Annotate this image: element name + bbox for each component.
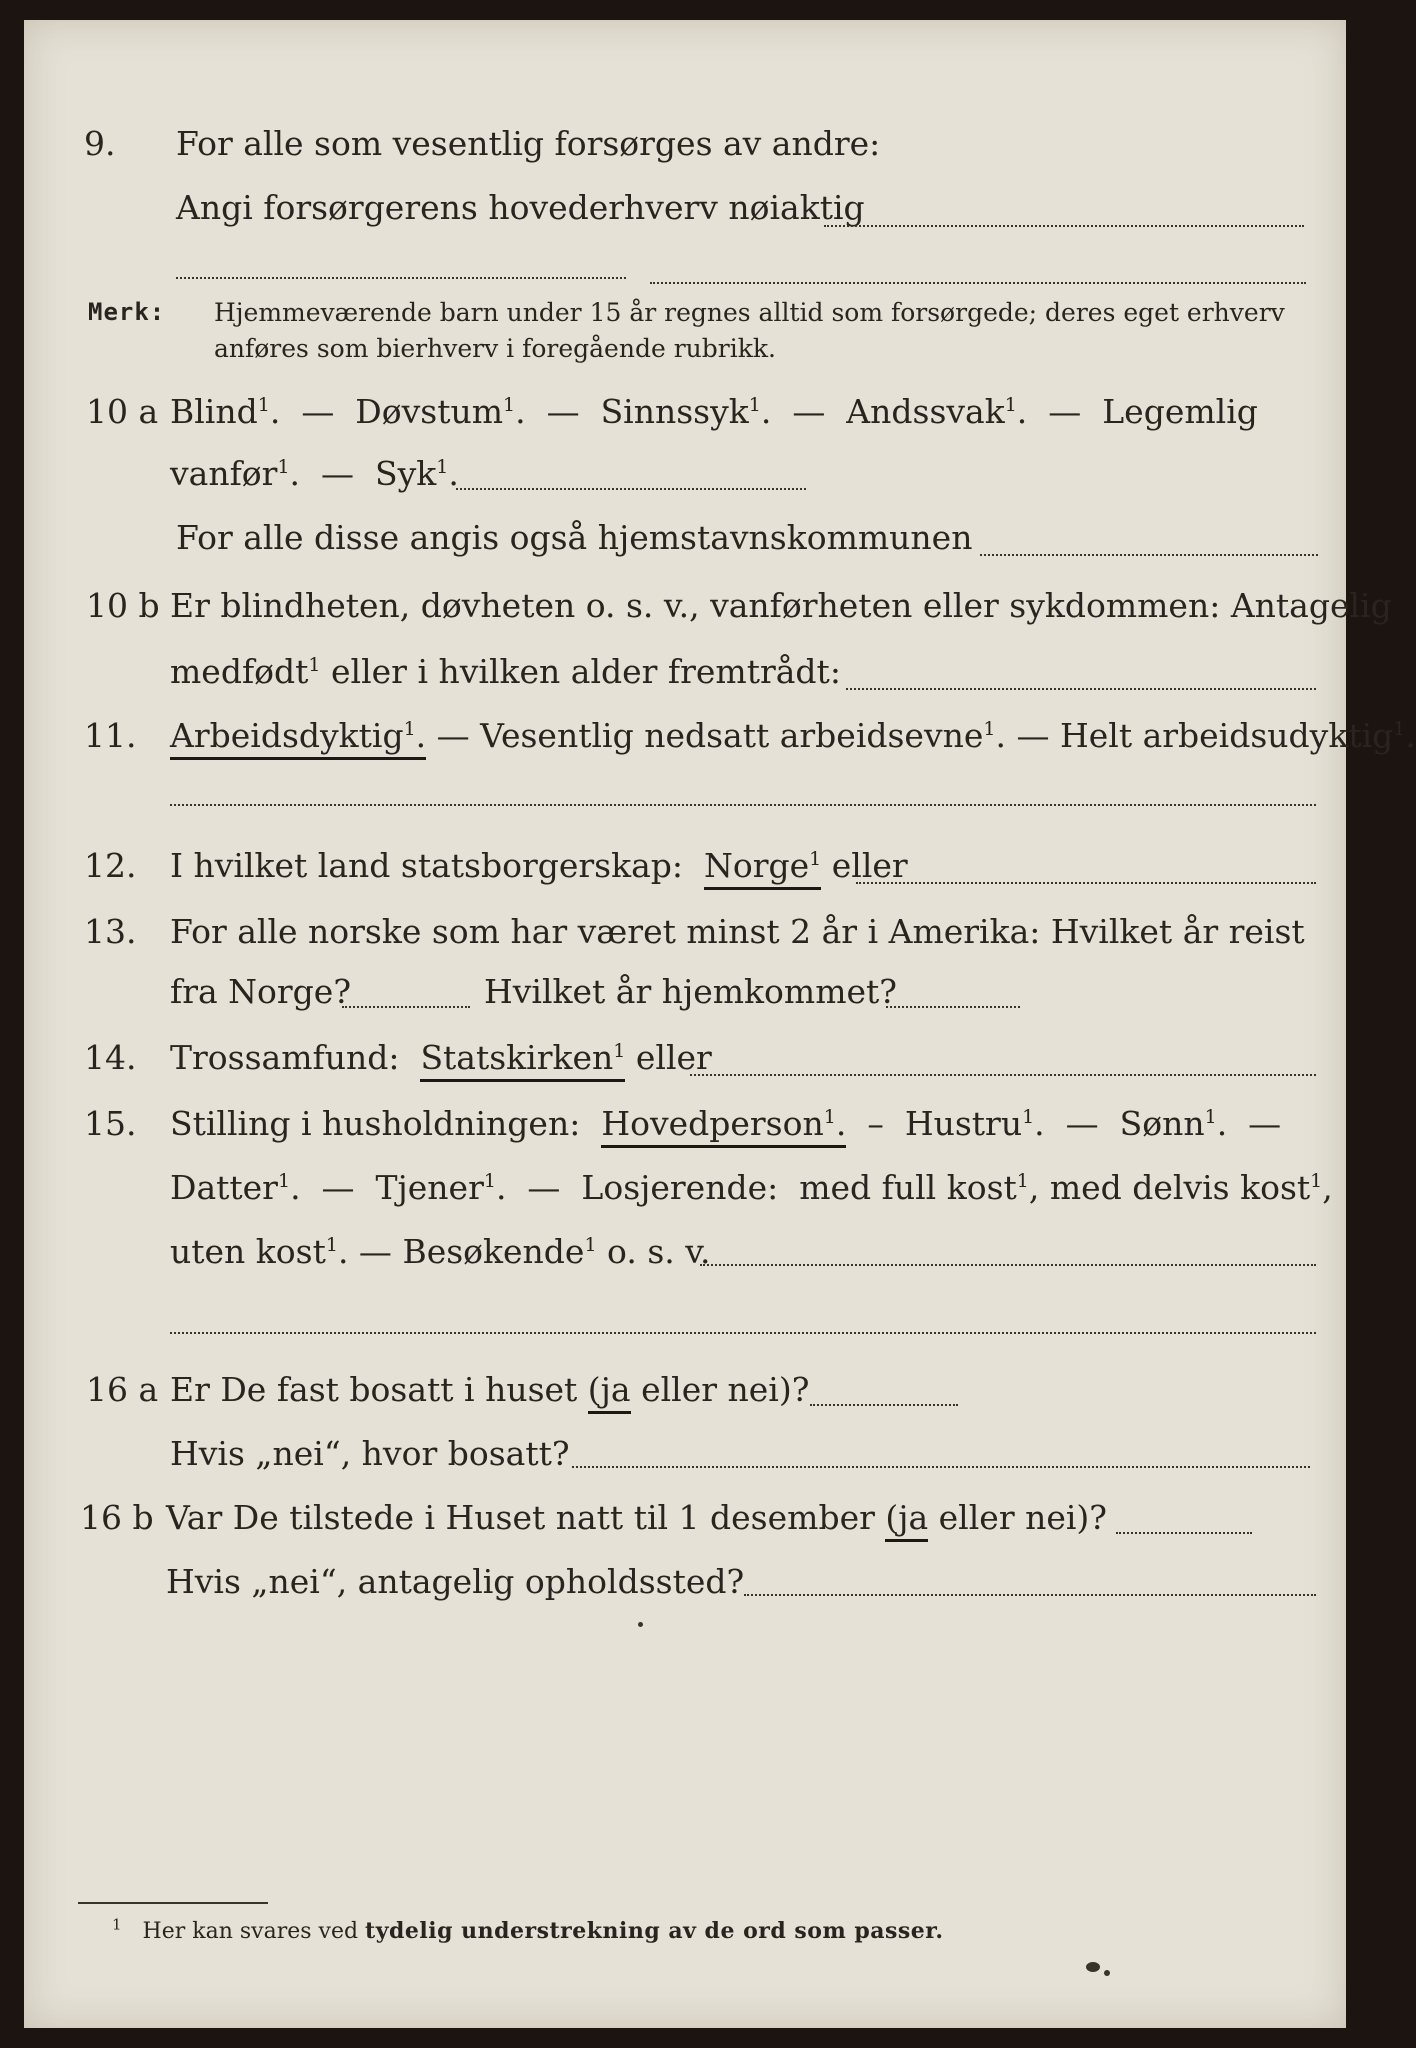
q9-answer-line[interactable] bbox=[824, 225, 1304, 227]
q10a-syk: Syk bbox=[374, 454, 437, 493]
merk-text-2: anføres som bierhverv i foregående rubrikk. bbox=[214, 334, 776, 363]
q10a-text-3: For alle disse angis også hjemstavnskommunen bbox=[176, 518, 973, 557]
q15-text: Stilling i husholdningen: bbox=[170, 1104, 581, 1143]
q14-answer-line[interactable] bbox=[690, 1074, 1316, 1076]
q13-fra: fra Norge? bbox=[170, 972, 352, 1011]
q15-full: med full kost bbox=[799, 1168, 1017, 1207]
q10b-text-2: eller i hvilken alder fremtrådt: bbox=[331, 652, 841, 691]
q16a-text-2: Hvis „nei“, hvor bosatt? bbox=[170, 1434, 570, 1473]
q10a-sinnssyk: Sinnssyk bbox=[600, 392, 749, 431]
merk-text-1: Hjemmeværende barn under 15 år regnes alltid som forsørgede; deres eget erhverv bbox=[214, 298, 1285, 327]
q15-hovedperson: Hovedperson bbox=[601, 1104, 824, 1143]
q16a-text: Er De fast bosatt i huset bbox=[170, 1370, 578, 1409]
q15-datter: Datter bbox=[170, 1168, 278, 1207]
q9-text-2: Angi forsørgerens hovederhverv nøiaktig bbox=[176, 188, 865, 227]
census-form-page: 9. For alle som vesentlig forsørges av andre: Angi forsørgerens hovederhverv nøiaktig Merk: Hjemmeværende barn under 15 år regnes alltid som forsørgede; deres eget erhverv anføres som bierhverv i foregående rubrikk. 10 a Blind$^1$. — Døvstum$^1$. — Sinnssyk$^1$. — Andssvak$^1$. — Legemlig vanfør$^1$. — Syk$^1$. For alle disse angis også hjemstavnskommunen 10 b Er blindheten, døvheten o. s. v., vanførheten eller sykdommen: Antagelig medfødt$^1$ eller i hvilken alder fremtrådt: 11. Arbeidsdyktig$^1$. — Vesentlig nedsatt arbeidsevne$^1$. — Helt arbeidsudyktig$^1$. 12. I hvilket land statsborgerskap: Norge$^1$ eller 13. For alle norske som har været minst 2 år i Amerika: Hvilket år reist fra Norge? Hvilket år hjemkommet? 14. Trossamfund: Statskirken$^1$ eller 15. Stilling i husholdningen: Hovedperson$^1$. – Hustru$^1$. — Sønn$^1$. — Datter$^1$. — Tjener$^1$. — Losjerende: med full kost$^1$, med delvis kost$^1$, uten kost$^1$. — Besøkende$^1$ o. s. v. 16 a Er De fast bosatt i huset (ja eller nei)? Hvis „nei“, hvor bosatt? 16 b Var De tilstede i Huset natt til 1 desember (ja eller nei)? Hvis „nei“, antagelig opholdssted? $^1$ Her kan svares ved tydelig understrekning av de ord som passer. bbox=[24, 20, 1346, 2028]
q16b-text: Var De tilstede i Huset natt til 1 desember bbox=[166, 1498, 875, 1537]
q16b-ja: (ja bbox=[885, 1498, 928, 1542]
q12-eller: eller bbox=[831, 846, 908, 885]
footnote bbox=[112, 1915, 944, 1944]
q9-answer-line-2b[interactable] bbox=[650, 282, 1306, 284]
q10b-medfodt: medfødt bbox=[170, 652, 309, 691]
q14-number: 14. bbox=[84, 1038, 137, 1077]
q16b-post: eller nei)? bbox=[938, 1498, 1107, 1537]
q9-text: For alle som vesentlig forsørges av andre: bbox=[176, 124, 881, 163]
q16a-number: 16 a bbox=[86, 1370, 159, 1409]
q15-tjener: Tjener bbox=[375, 1168, 484, 1207]
footnote-bold: tydelig understrekning av de ord som passer. bbox=[365, 1918, 944, 1944]
q10a-andssvak: Andssvak bbox=[846, 392, 1005, 431]
q16b-number: 16 b bbox=[80, 1498, 154, 1537]
q13-text: For alle norske som har været minst 2 år i Amerika: Hvilket år reist bbox=[170, 912, 1305, 951]
q15-uten: uten kost bbox=[170, 1232, 326, 1271]
q16a-ja: (ja bbox=[588, 1370, 631, 1414]
ink-speck bbox=[1104, 1970, 1110, 1976]
merk-label: Merk: bbox=[88, 298, 166, 326]
q10a-blind: Blind bbox=[170, 392, 258, 431]
q9-number: 9. bbox=[84, 124, 116, 163]
q15-sonn: Sønn bbox=[1119, 1104, 1205, 1143]
q15-answer-line[interactable] bbox=[700, 1264, 1316, 1266]
q16b-text-2: Hvis „nei“, antagelig opholdssted? bbox=[166, 1562, 745, 1601]
q11-helt: Helt arbeidsudyktig bbox=[1059, 716, 1394, 755]
q10a-answer-line[interactable] bbox=[456, 488, 806, 490]
q11-answer-line[interactable] bbox=[170, 804, 1316, 806]
q15-answer-line-2[interactable] bbox=[170, 1332, 1316, 1334]
q10b-number: 10 b bbox=[86, 586, 160, 625]
q10a-legemlig: Legemlig bbox=[1102, 392, 1258, 431]
q13-hjem-line[interactable] bbox=[886, 1006, 1020, 1008]
q12-number: 12. bbox=[84, 846, 137, 885]
q10b-answer-line[interactable] bbox=[846, 688, 1316, 690]
q15-hustru: Hustru bbox=[904, 1104, 1023, 1143]
q14-statskirken: Statskirken bbox=[420, 1038, 614, 1077]
q10b-text: Er blindheten, døvheten o. s. v., vanførheten eller sykdommen: Antagelig bbox=[170, 586, 1392, 625]
ink-speck bbox=[638, 1622, 643, 1627]
q14-text: Trossamfund: bbox=[170, 1038, 400, 1077]
q15-delvis: med delvis kost bbox=[1049, 1168, 1311, 1207]
q12-norge: Norge bbox=[704, 846, 810, 885]
q14-eller: eller bbox=[635, 1038, 712, 1077]
q13-number: 13. bbox=[84, 912, 137, 951]
footnote-rule bbox=[78, 1902, 268, 1904]
q10a-kommune-line[interactable] bbox=[980, 554, 1318, 556]
q15-losjerende: Losjerende: bbox=[581, 1168, 779, 1207]
q10a-text: Blind$^1$. — Døvstum$^1$. — Sinnssyk$^1$. — Andssvak$^1$. — Legemlig bbox=[170, 392, 1258, 431]
footnote-pre: Her kan svares ved bbox=[142, 1919, 359, 1944]
q11-vesentlig: Vesentlig nedsatt arbeidsevne bbox=[480, 716, 984, 755]
q13-reist-line[interactable] bbox=[342, 1006, 470, 1008]
q16b-answer-line[interactable] bbox=[1116, 1532, 1252, 1534]
q11-arbeidsdyktig: Arbeidsdyktig bbox=[170, 716, 404, 755]
q9-answer-line-2a[interactable] bbox=[176, 277, 626, 279]
q16b-opholdssted-line[interactable] bbox=[744, 1594, 1316, 1596]
q10a-dovstum: Døvstum bbox=[355, 392, 504, 431]
ink-speck bbox=[1086, 1962, 1100, 1972]
q12-text: I hvilket land statsborgerskap: bbox=[170, 846, 684, 885]
q15-osv: o. s. v. bbox=[607, 1232, 711, 1271]
q16a-bosatt-line[interactable] bbox=[572, 1466, 1310, 1468]
q13-hjem: Hvilket år hjemkommet? bbox=[484, 972, 897, 1011]
q16a-post: eller nei)? bbox=[641, 1370, 810, 1409]
q15-number: 15. bbox=[84, 1104, 137, 1143]
footnote-mark: 1 bbox=[112, 1915, 122, 1934]
q10a-number: 10 a bbox=[86, 392, 159, 431]
q10a-vanfor: vanfør bbox=[170, 454, 278, 493]
q12-answer-line[interactable] bbox=[856, 882, 1316, 884]
q16a-answer-line[interactable] bbox=[810, 1404, 958, 1406]
q11-number: 11. bbox=[84, 716, 137, 755]
q15-besokende: Besøkende bbox=[402, 1232, 585, 1271]
